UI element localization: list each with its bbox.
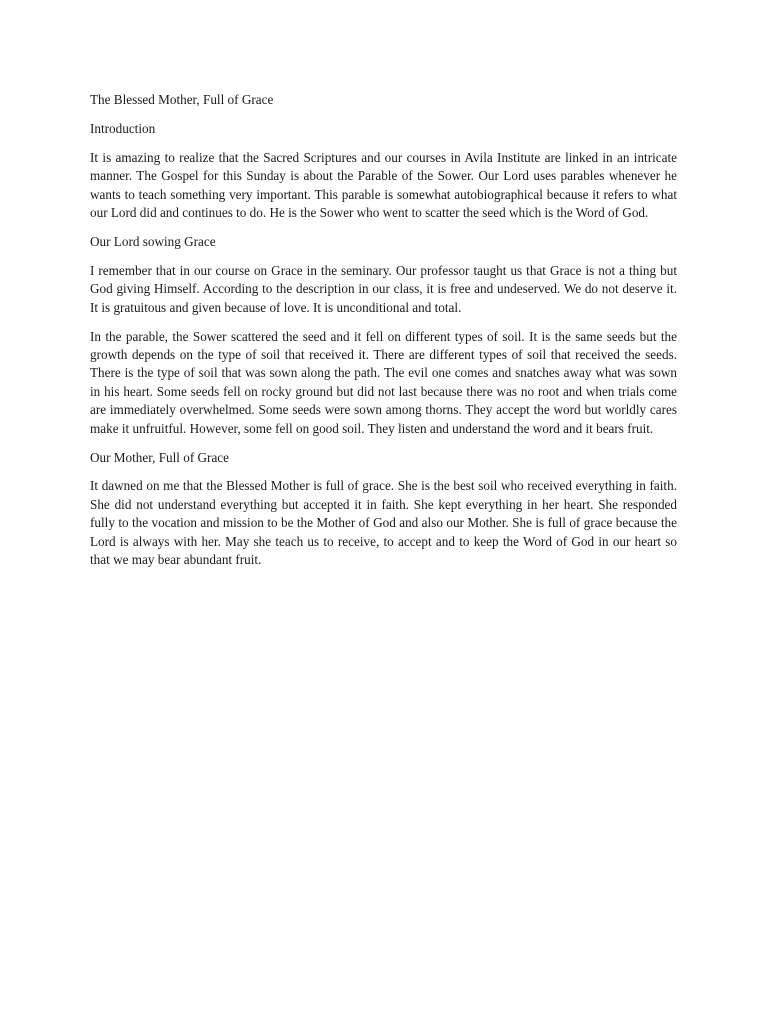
document-title: The Blessed Mother, Full of Grace — [90, 92, 274, 107]
paragraph: It dawned on me that the Blessed Mother is full of grace. She is the best soil who received everything in faith. She did not understand everything but accepted it in faith. She kept everything in her heart. She responded fully to the vocation and mission to be the Mother of God and also our Mother. She is full of grace because the Lord is always with her. May she teach us to receive, to accept and to keep the Word of God in our heart so that we may bear abundant fruit. — [90, 478, 677, 568]
paragraph: It is amazing to realize that the Sacred Scriptures and our courses in Avila Institute are linked in an intricate manner. The Gospel for this Sunday is about the Parable of the Sower. Our Lord uses parables whenever he wants to teach something very important. This parable is somewhat autobiographical because it refers to what our Lord did and continues to do. He is the Sower who went to scatter the seed which is the Word of God. — [90, 149, 677, 221]
section-our-lord-sowing-grace — [90, 233, 677, 438]
paragraph: In the parable, the Sower scattered the seed and it fell on different types of soil. It is the same seeds but the growth depends on the type of soil that received it. There are different types of soil that received the seeds. There is the type of soil that was sown along the path. The evil one comes and snatches away what was sown in his heart. Some seeds fell on rocky ground but did not last because there was no root and when trials come are immediately overwhelmed. Some seeds were sown among thorns. They accept the word but worldly cares make it unfruitful. However, some fell on good soil. They listen and understand the word and it bears fruit. — [90, 328, 677, 436]
paragraph: I remember that in our course on Grace in the seminary. Our professor taught us that Grace is not a thing but God giving Himself. According to the description in our class, it is free and undeserved. We do not deserve it. It is gratuitous and given because of love. It is unconditional and total. — [90, 262, 677, 315]
section-heading: Our Mother, Full of Grace — [90, 449, 230, 465]
section-our-mother-full-of-grace — [90, 449, 677, 570]
section-heading: Our Lord sowing Grace — [90, 233, 216, 249]
section-heading: Introduction — [90, 120, 156, 136]
section-introduction — [90, 120, 677, 223]
